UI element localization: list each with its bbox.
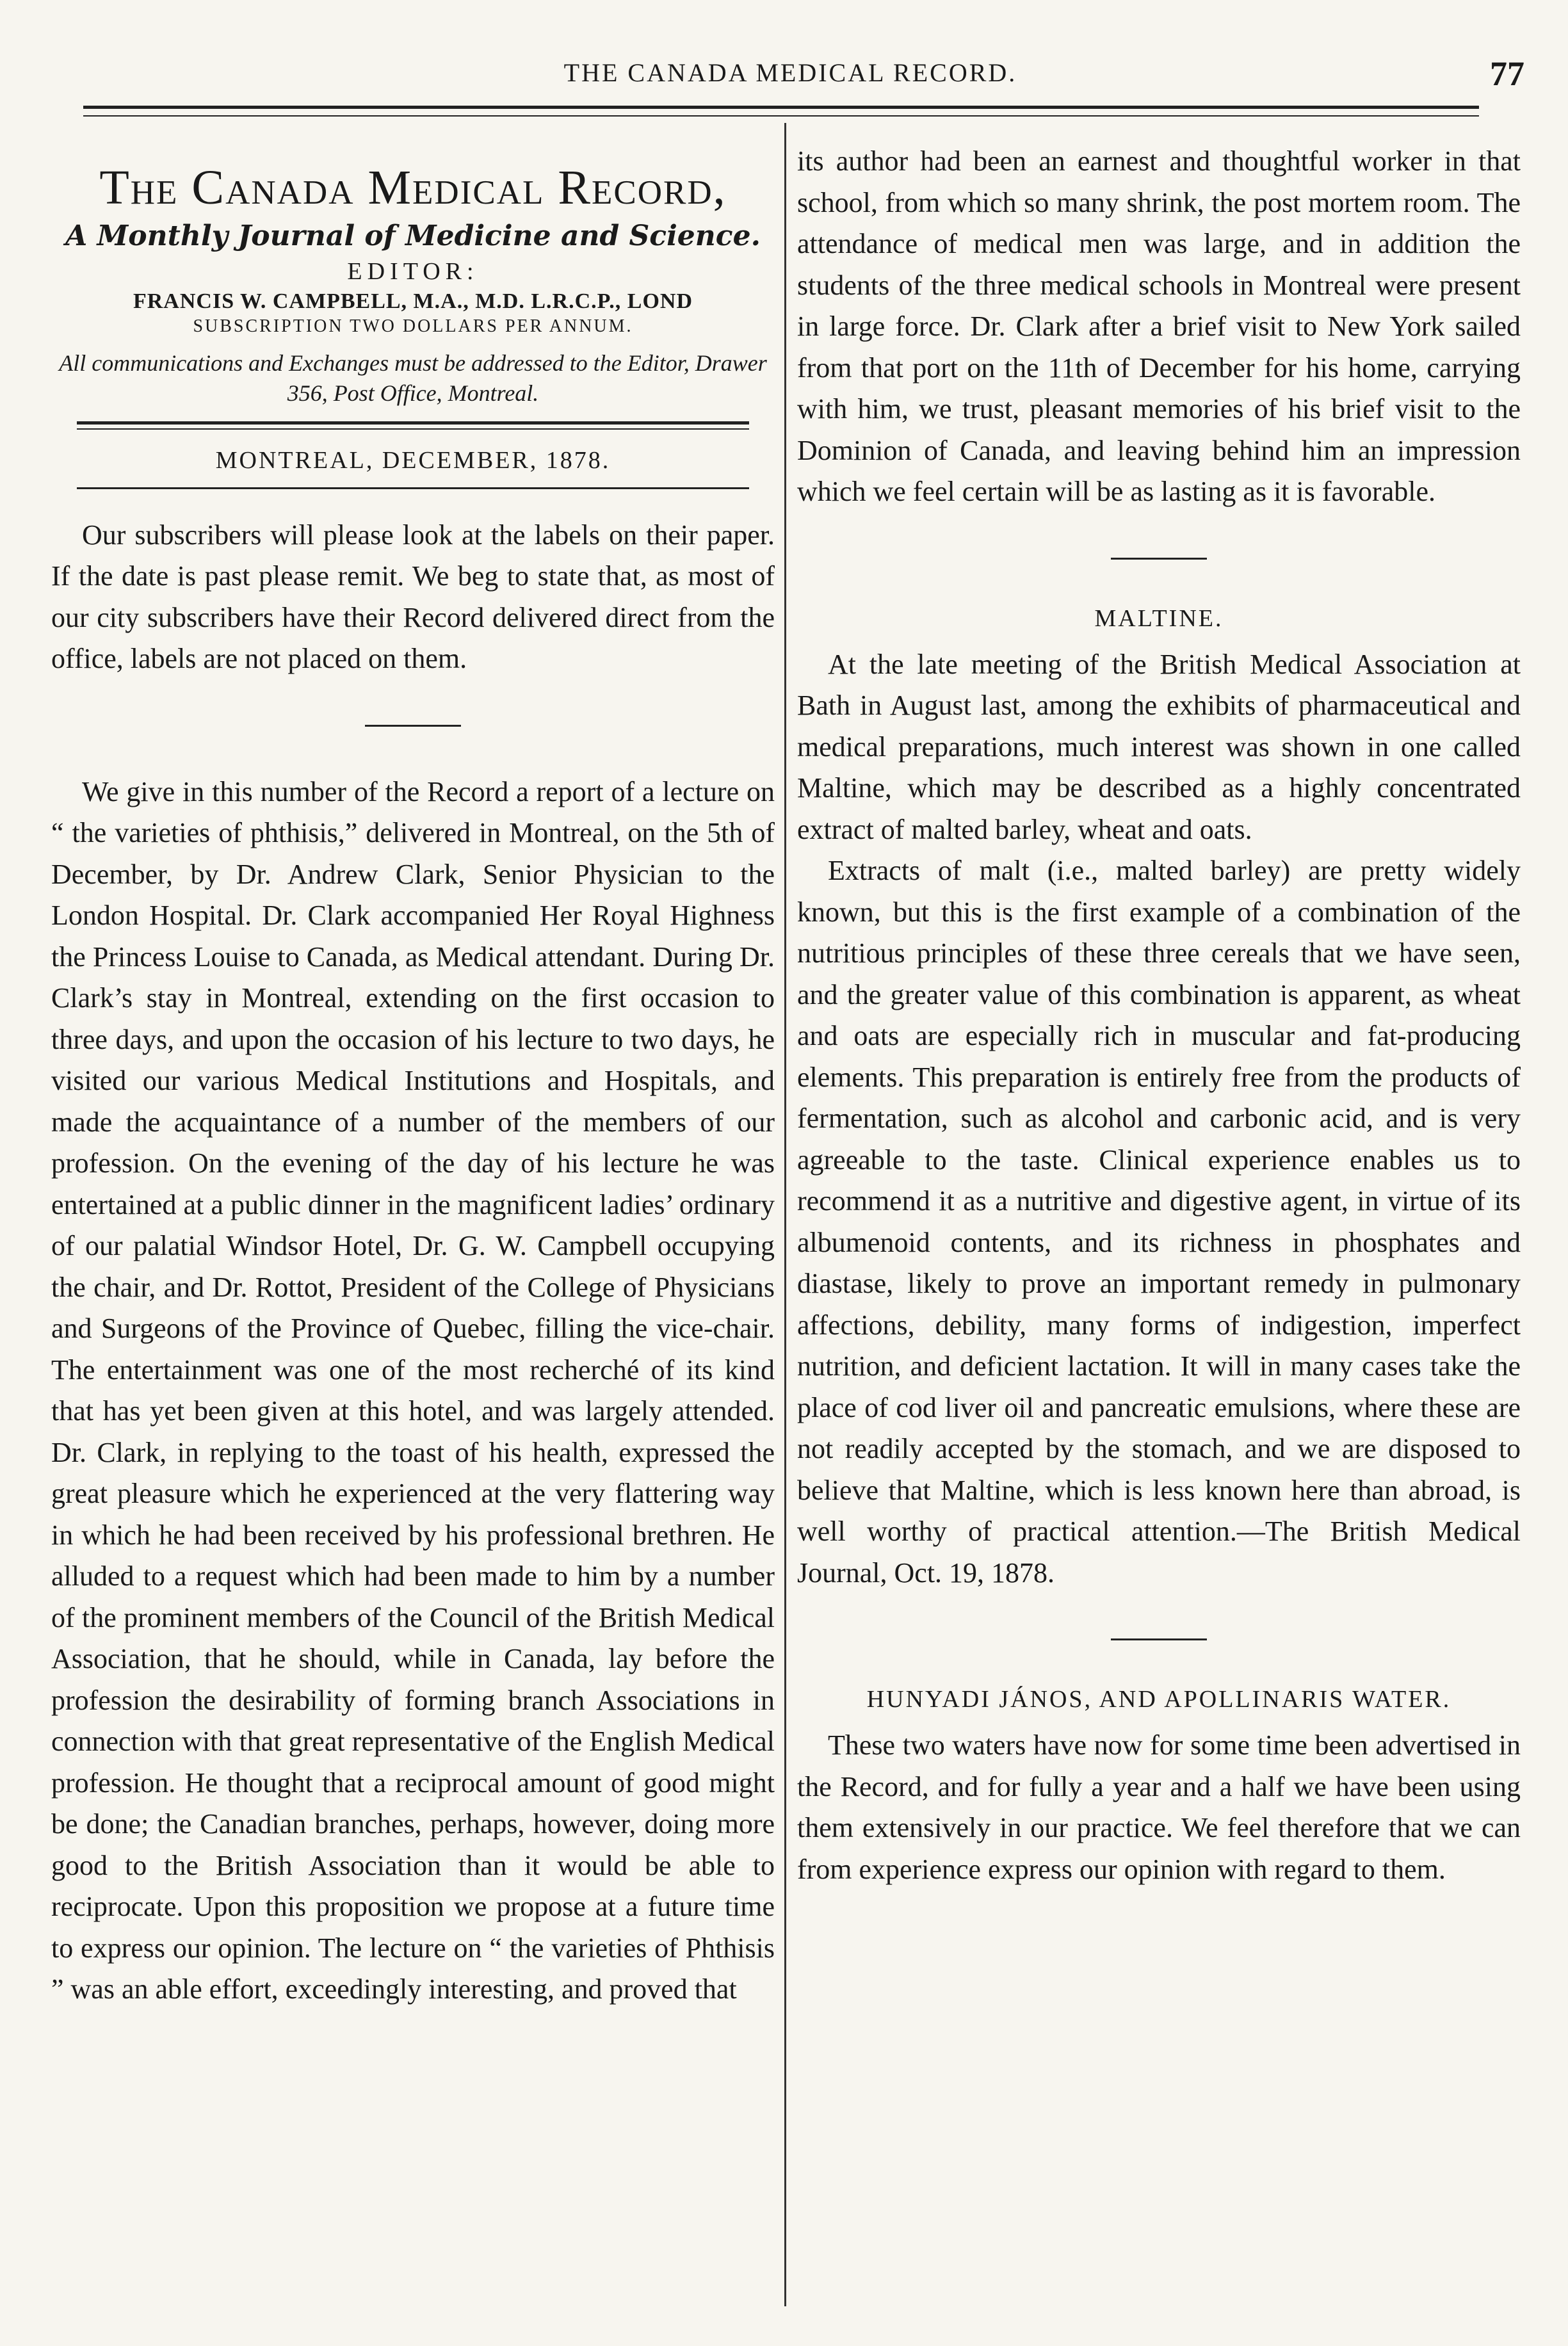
left-column — [51, 141, 775, 2333]
maltine-paragraph-2: Extracts of malt (i.e., malted barley) are pretty widely known, but this is the first example of a combination of the nutritious principles of these three cereals that we have seen, and the greater value of this combination is apparent, as wheat and oats are especially rich in muscular and fat-producing elements. This preparation is entirely free from the products of fermentation, such as alcohol and carbonic acid, and is very agreeable to the taste. Clinical experience enables us to recommend it as a nutritive and digestive agent, in virtue of its albumenoid contents, and its richness in phosphates and diastase, likely to prove an important remedy in pulmonary affections, debility, many forms of indigestion, imperfect nutrition, and deficient lactation. It will in many cases take the place of cod liver oil and pancreatic emulsions, where these are not readily accepted by the stomach, and we are disposed to believe that Maltine, which is less known here than abroad, is well worthy of practical attention.—The British Medical Journal, Oct. 19, 1878. — [797, 855, 1521, 1589]
hunyadi-heading: HUNYADI JÁNOS, AND APOLLINARIS WATER. — [866, 1686, 1451, 1713]
dateline-rule — [77, 487, 749, 489]
masthead-title: The Canada Medical Record, — [99, 161, 727, 214]
running-title: THE CANADA MEDICAL RECORD. — [563, 58, 1017, 87]
subscriber-notice: Our subscribers will please look at the labels on their paper. If the date is past please remit. We beg to state that, as most of our city subscribers have their Record delivered direct from the office, labels are not placed on them. — [51, 519, 775, 675]
hunyadi-paragraph-1: These two waters have now for some time been advertised in the Record, and for fully a year and a half we have been using them extensively in our practice. We feel therefore that we can from experience express our opinion with regard to them. — [797, 1729, 1521, 1885]
dateline: MONTREAL, DECEMBER, 1878. — [215, 446, 611, 474]
maltine-paragraph-1: At the late meeting of the British Medical Association at Bath in August last, among the exhibits of pharmaceutical and medical preparations, much interest was shown in one called Maltine, which may be described as a highly concentrated extract of malted barley, wheat and oats. — [797, 648, 1521, 845]
lecture-continuation: its author had been an earnest and thoughtful worker in that school, from which so many shrink, the post mortem room. The attendance of medical men was large, and in addition the students of the three medical schools in Montreal were present in large force. Dr. Clark after a brief visit to New York sailed from that port on the 11th of December for his home, carrying with him, we trust, pleasant memories of his brief visit to the Dominion of Canada, and leaving behind him an impression which we feel certain will be as lasting as it is favorable. — [797, 145, 1521, 507]
right-column — [797, 141, 1521, 2333]
section-divider — [1111, 558, 1207, 560]
masthead-subtitle: A Monthly Journal of Medicine and Science. — [65, 220, 761, 252]
header-rule — [83, 106, 1479, 117]
column-divider — [784, 123, 786, 2306]
address-line: All communications and Exchanges must be addressed to the Editor, Drawer 356, Post Office, Montreal. — [59, 350, 767, 406]
masthead-rule — [77, 421, 749, 430]
section-divider — [365, 725, 461, 727]
editor-label: EDITOR: — [347, 258, 479, 285]
editor-name: FRANCIS W. CAMPBELL, M.A., M.D. L.R.C.P., LOND — [133, 289, 693, 313]
running-head — [51, 50, 1530, 95]
section-divider — [1111, 1638, 1207, 1640]
maltine-heading: MALTINE. — [1094, 604, 1224, 632]
page-number: 77 — [1490, 54, 1524, 93]
lecture-report: We give in this number of the Record a report of a lecture on “ the varieties of phthisis,” delivered in Montreal, on the 5th of December, by Dr. Andrew Clark, Senior Physician to the London Hospital. Dr. Clark accompanied Her Royal Highness the Princess Louise to Canada, as Medical attendant. During Dr. Clark’s stay in Montreal, extending on the first occasion to three days, and upon the occasion of his lecture to two days, he visited our various Medical Institutions and Hospitals, and made the acquaintance of a number of the members of our profession. On the evening of the day of his lecture he was entertained at a public dinner in the magnificent ladies’ ordinary of our palatial Windsor Hotel, Dr. G. W. Campbell occupying the chair, and Dr. Rottot, President of the College of Physicians and Surgeons of the Province of Quebec, filling the vice-chair. The entertainment was one of the most recherché of its kind that has yet been given at this hotel, and was largely attended. Dr. Clark, in replying to the toast of his health, expressed the great pleasure which he experienced at the very flattering way in which he had been received by his professional brethren. He alluded to a request which had been made to him by a number of the prominent members of the Council of the British Medical Association, that he should, while in Canada, lay before the profession the desirability of forming branch Associations in connection with that great representative of the English Medical profession. He thought that a reciprocal amount of good might be done; the Canadian branches, perhaps, however, doing more good to the British Association than it would be able to reciprocate. Upon this proposition we propose at a future time to express our opinion. The lecture on “ the varieties of Phthisis ” was an able effort, exceedingly interesting, and proved that — [51, 775, 775, 2005]
subscription-line: SUBSCRIPTION TWO DOLLARS PER ANNUM. — [193, 316, 633, 336]
